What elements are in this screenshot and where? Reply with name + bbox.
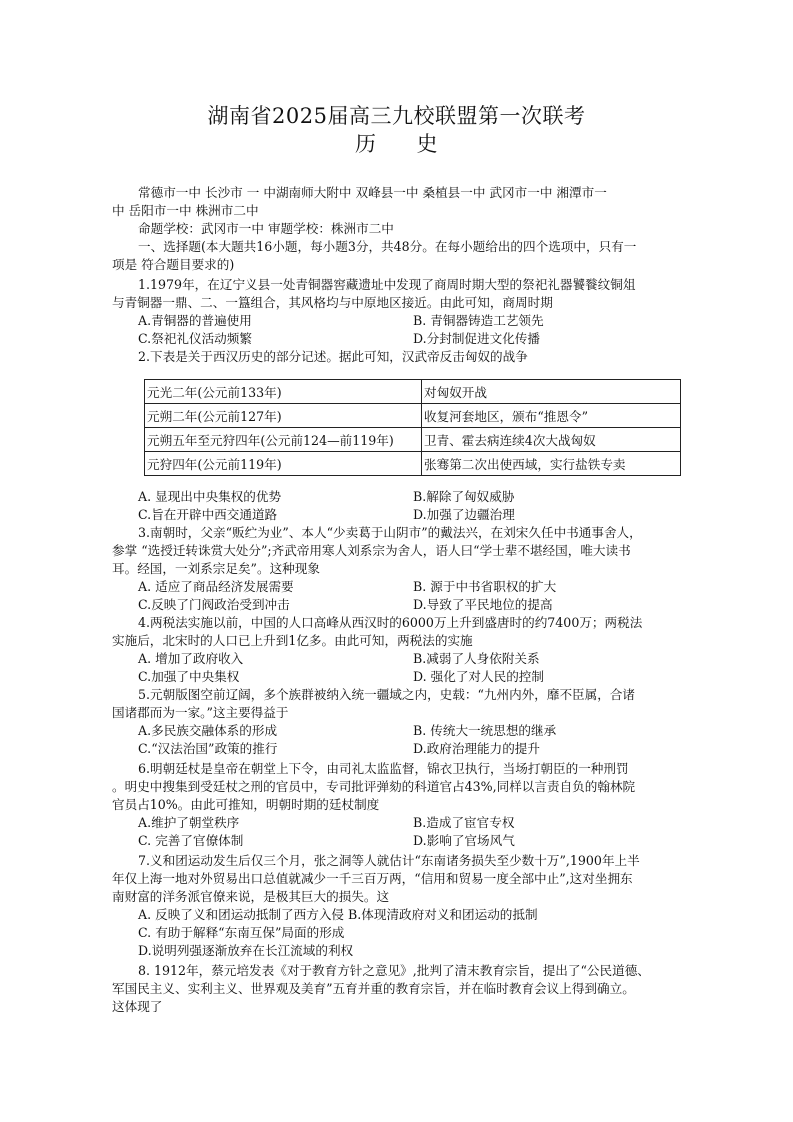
q6-option-c: C. 完善了官僚体制 [138,833,244,848]
q2-option-c: C.旨在开辟中西交通道路 [138,507,278,522]
q3-option-a: A. 适应了商品经济发展需要 [138,579,294,594]
q4-option-a: A. 增加了政府收入 [138,651,244,666]
han-history-table [144,379,681,476]
q8-stem-cont: 这体现了 [112,999,163,1014]
table-row [145,404,681,428]
q6-stem: 6.明朝廷杖是皇帝在朝堂上下令，由司礼太监监督，锦衣卫执行，当场打朝臣的一种刑罚 [138,761,629,776]
exam-title: 湖南省2025届高三九校联盟第一次联考 [207,104,586,128]
setter-line: 命题学校：武冈市一中 审题学校：株洲市二中 [138,221,394,236]
q1-option-c: C.祭祀礼仪活动频繁 [138,331,252,346]
q7-option-ab: A. 反映了义和团运动抵制了西方入侵 B.体现清政府对义和团运动的抵制 [138,907,538,922]
table-row [145,428,681,452]
section-heading-cont: 项是 符合题目要求的) [112,257,235,272]
q3-stem: 3.南朝时，父亲“贩纻为业”、本人“少卖葛于山阴市”的戴法兴，在刘宋久任中书通事舍人， [138,525,642,540]
q4-option-b: B.减弱了人身依附关系 [413,651,540,666]
q6-option-b: B.造成了宦官专权 [413,815,515,830]
q5-option-d: D.政府治理能力的提升 [413,741,540,756]
table-cell-event: 对匈奴开战 [422,380,681,404]
q4-option-c: C.加强了中央集权 [138,669,240,684]
q6-stem-cont: 。明史中搜集到受廷杖之刑的官员中，专司批评弹劾的科道官占43%,同样以言责自负的翰林院 [112,779,636,794]
table-cell-event: 张骞第二次出使西域，实行盐铁专卖 [422,452,681,476]
q6-option-a: A.维护了朝堂秩序 [138,815,240,830]
q7-stem-cont: 南财富的洋务派官僚来说，是极其巨大的损失。这 [112,889,390,904]
q3-option-d: D.导致了平民地位的提高 [413,597,553,612]
q2-option-d: D.加强了边疆治理 [413,507,515,522]
q1-option-d: D.分封制促进文化传播 [413,331,540,346]
q7-option-c: C. 有助于解释“东南互保”局面的形成 [138,925,345,940]
q7-stem: 7.义和团运动发生后仅三个月，张之洞等人就估计“东南诸务损失至少数十万”,1900年上半 [138,853,640,868]
q4-option-d: D. 强化了对人民的控制 [413,669,544,684]
q1-option-a: A.青铜器的普遍使用 [138,313,252,328]
q7-stem-cont: 年仅上海一地对外贸易出口总值就减少一千三百万两，“信用和贸易一度全部中止”,这对坐拥东 [112,871,633,886]
table-row [145,380,681,404]
table-cell-event: 卫青、霍去病连续4次大战匈奴 [422,428,681,452]
q4-stem-cont: 实施后，北宋时的人口已上升到1亿多。由此可知，两税法的实施 [112,633,473,648]
table-cell-time: 元光二年(公元前133年) [145,380,422,404]
q5-option-a: A.多民族交融体系的形成 [138,723,278,738]
q3-stem-cont: 耳。经国，一刘系宗足矣”。这种现象 [112,561,320,576]
table-cell-event: 收复河套地区，颁布“推恩令” [422,404,681,428]
q1-stem: 1.1979年，在辽宁义县一处青铜器窖藏遗址中发现了商周时期大型的祭祀礼器饕餮纹铜俎 [138,277,636,292]
q5-stem-cont: 国诸郡而为一家。”这主要得益于 [112,705,289,720]
q5-option-b: B. 传统大一统思想的继承 [413,723,557,738]
subject-char: 史 [416,132,438,156]
q5-stem: 5.元朝版图空前辽阔，多个族群被纳入统一疆域之内，史载：“九州内外，靡不臣属，合诸 [138,687,636,702]
q3-option-c: C.反映了门阀政治受到冲击 [138,597,290,612]
q2-option-b: B.解除了匈奴威胁 [413,489,515,504]
q1-option-b: B. 青铜器铸造工艺领先 [413,313,544,328]
subject-title [0,128,793,158]
table-cell-time: 元朔二年(公元前127年) [145,404,422,428]
q6-option-d: D.影响了官场风气 [413,833,515,848]
q2-stem: 2.下表是关于西汉历史的部分记述。据此可知，汉武帝反击匈奴的战争 [138,349,528,364]
subject-char: 历 [355,132,377,156]
table-cell-time: 元朔五年至元狩四年(公元前124—前119年) [145,428,422,452]
table-row [145,452,681,476]
q2-option-a: A. 显现出中央集权的优势 [138,489,282,504]
school-list: 常德市一中 长沙市 一 中湖南师大附中 双峰县一中 桑植县一中 武冈市一中 湘潭市一 [138,185,607,200]
q1-stem-cont: 与青铜器一鼎、二、一簋组合，其风格均与中原地区接近。由此可知，商周时期 [112,295,553,310]
q8-stem-cont: 军国民主义、实利主义、世界观及美育”五育并重的教育宗旨，并在临时教育会议上得到确立。 [112,981,635,996]
q6-stem-cont: 官员占10%。由此可推知，明朝时期的廷杖制度 [112,797,380,812]
school-list-cont: 中 岳阳市一中 株洲市二中 [112,203,259,218]
q5-option-c: C.“汉法治国”政策的推行 [138,741,278,756]
q7-option-d: D.说明列强逐渐放弃在长江流域的利权 [138,943,354,958]
section-heading: 一、选择题(本大题共16小题，每小题3分，共48分。在每小题给出的四个选项中，只有一 [138,239,637,254]
q4-stem: 4.两税法实施以前，中国的人口高峰从西汉时的6000万上升到盛唐时的约7400万；两税法 [138,615,643,630]
q8-stem: 8. 1912年，蔡元培发表《对于教育方针之意见》,批判了清末教育宗旨，提出了“公民道德、 [138,963,650,978]
q3-stem-cont: 参掌 “选授迁转诛赏大处分”;齐武帝用寒人刘系宗为舍人，语人曰“学士辈不堪经国，唯大读书 [112,543,631,558]
q3-option-b: B. 源于中书省职权的扩大 [413,579,557,594]
table-cell-time: 元狩四年(公元前119年) [145,452,422,476]
